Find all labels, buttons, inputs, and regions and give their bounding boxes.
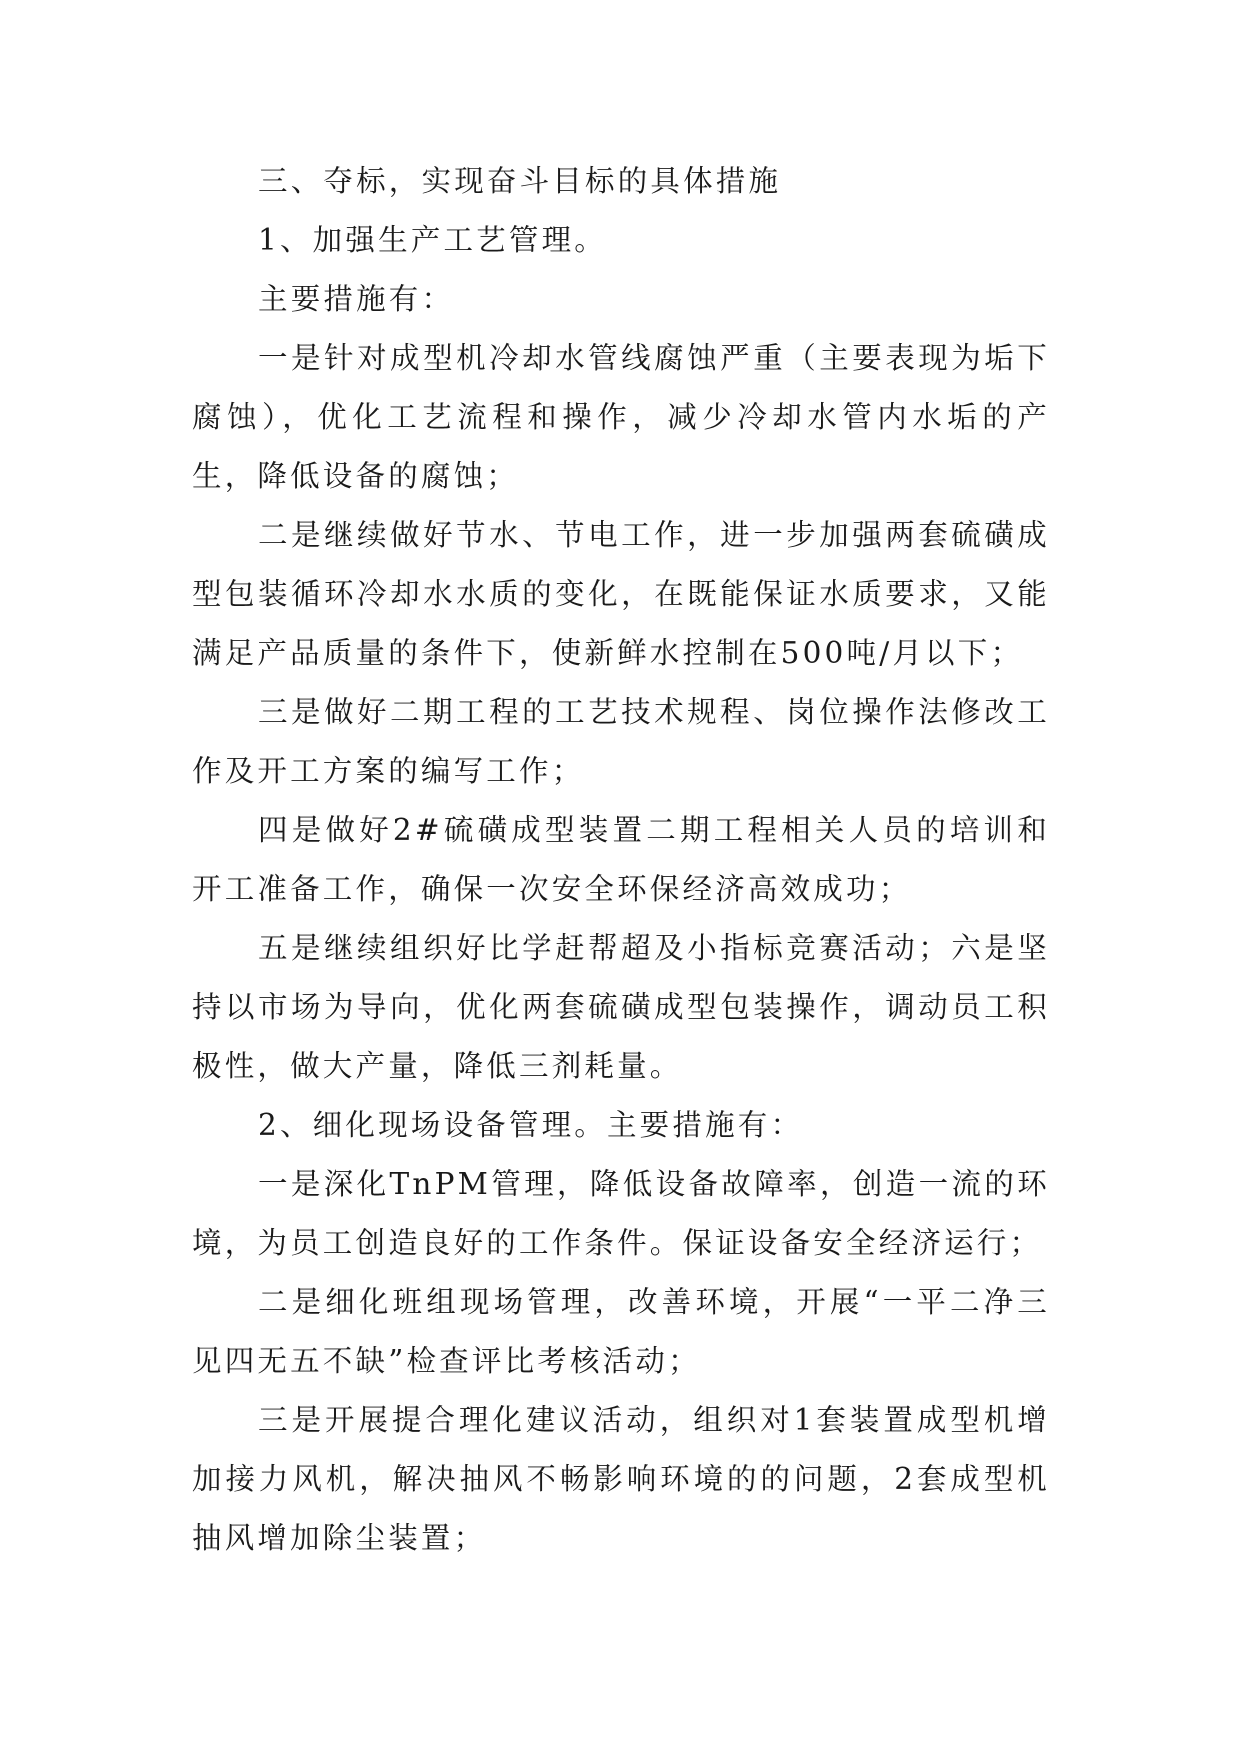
subsection-heading-1: 1、加强生产工艺管理。 (258, 223, 607, 257)
equipment-paragraph-1: 一是深化TnPM管理，降低设备故障率，创造一流的环境，为员工创造良好的工作条件。保证设备安全经济运行； (192, 1167, 1050, 1260)
measure-paragraph-3: 三是做好二期工程的工艺技术规程、岗位操作法修改工作及开工方案的编写工作； (192, 695, 1050, 788)
measures-intro: 主要措施有： (258, 282, 455, 316)
measure-paragraph-5: 五是继续组织好比学赶帮超及小指标竞赛活动；六是坚持以市场为导向，优化两套硫磺成型包装操作，调动员工积极性，做大产量，降低三剂耗量。 (192, 931, 1050, 1083)
section-heading: 三、夺标，实现奋斗目标的具体措施 (258, 164, 782, 198)
measure-paragraph-2: 二是继续做好节水、节电工作，进一步加强两套硫磺成型包装循环冷却水水质的变化，在既能保证水质要求，又能满足产品质量的条件下，使新鲜水控制在500吨/月以下； (192, 518, 1050, 670)
measure-paragraph-1: 一是针对成型机冷却水管线腐蚀严重（主要表现为垢下腐蚀），优化工艺流程和操作，减少冷却水管内水垢的产生，降低设备的腐蚀； (192, 341, 1050, 493)
measure-paragraph-4: 四是做好2#硫磺成型装置二期工程相关人员的培训和开工准备工作，确保一次安全环保经济高效成功； (192, 813, 1050, 906)
equipment-paragraph-3: 三是开展提合理化建议活动，组织对1套装置成型机增加接力风机，解决抽风不畅影响环境的的问题，2套成型机抽风增加除尘装置； (192, 1403, 1050, 1555)
document-body (192, 152, 1050, 1568)
equipment-paragraph-2: 二是细化班组现场管理，改善环境，开展“一平二净三见四无五不缺”检查评比考核活动； (192, 1285, 1050, 1378)
subsection-heading-2: 2、细化现场设备管理。主要措施有： (258, 1108, 804, 1142)
